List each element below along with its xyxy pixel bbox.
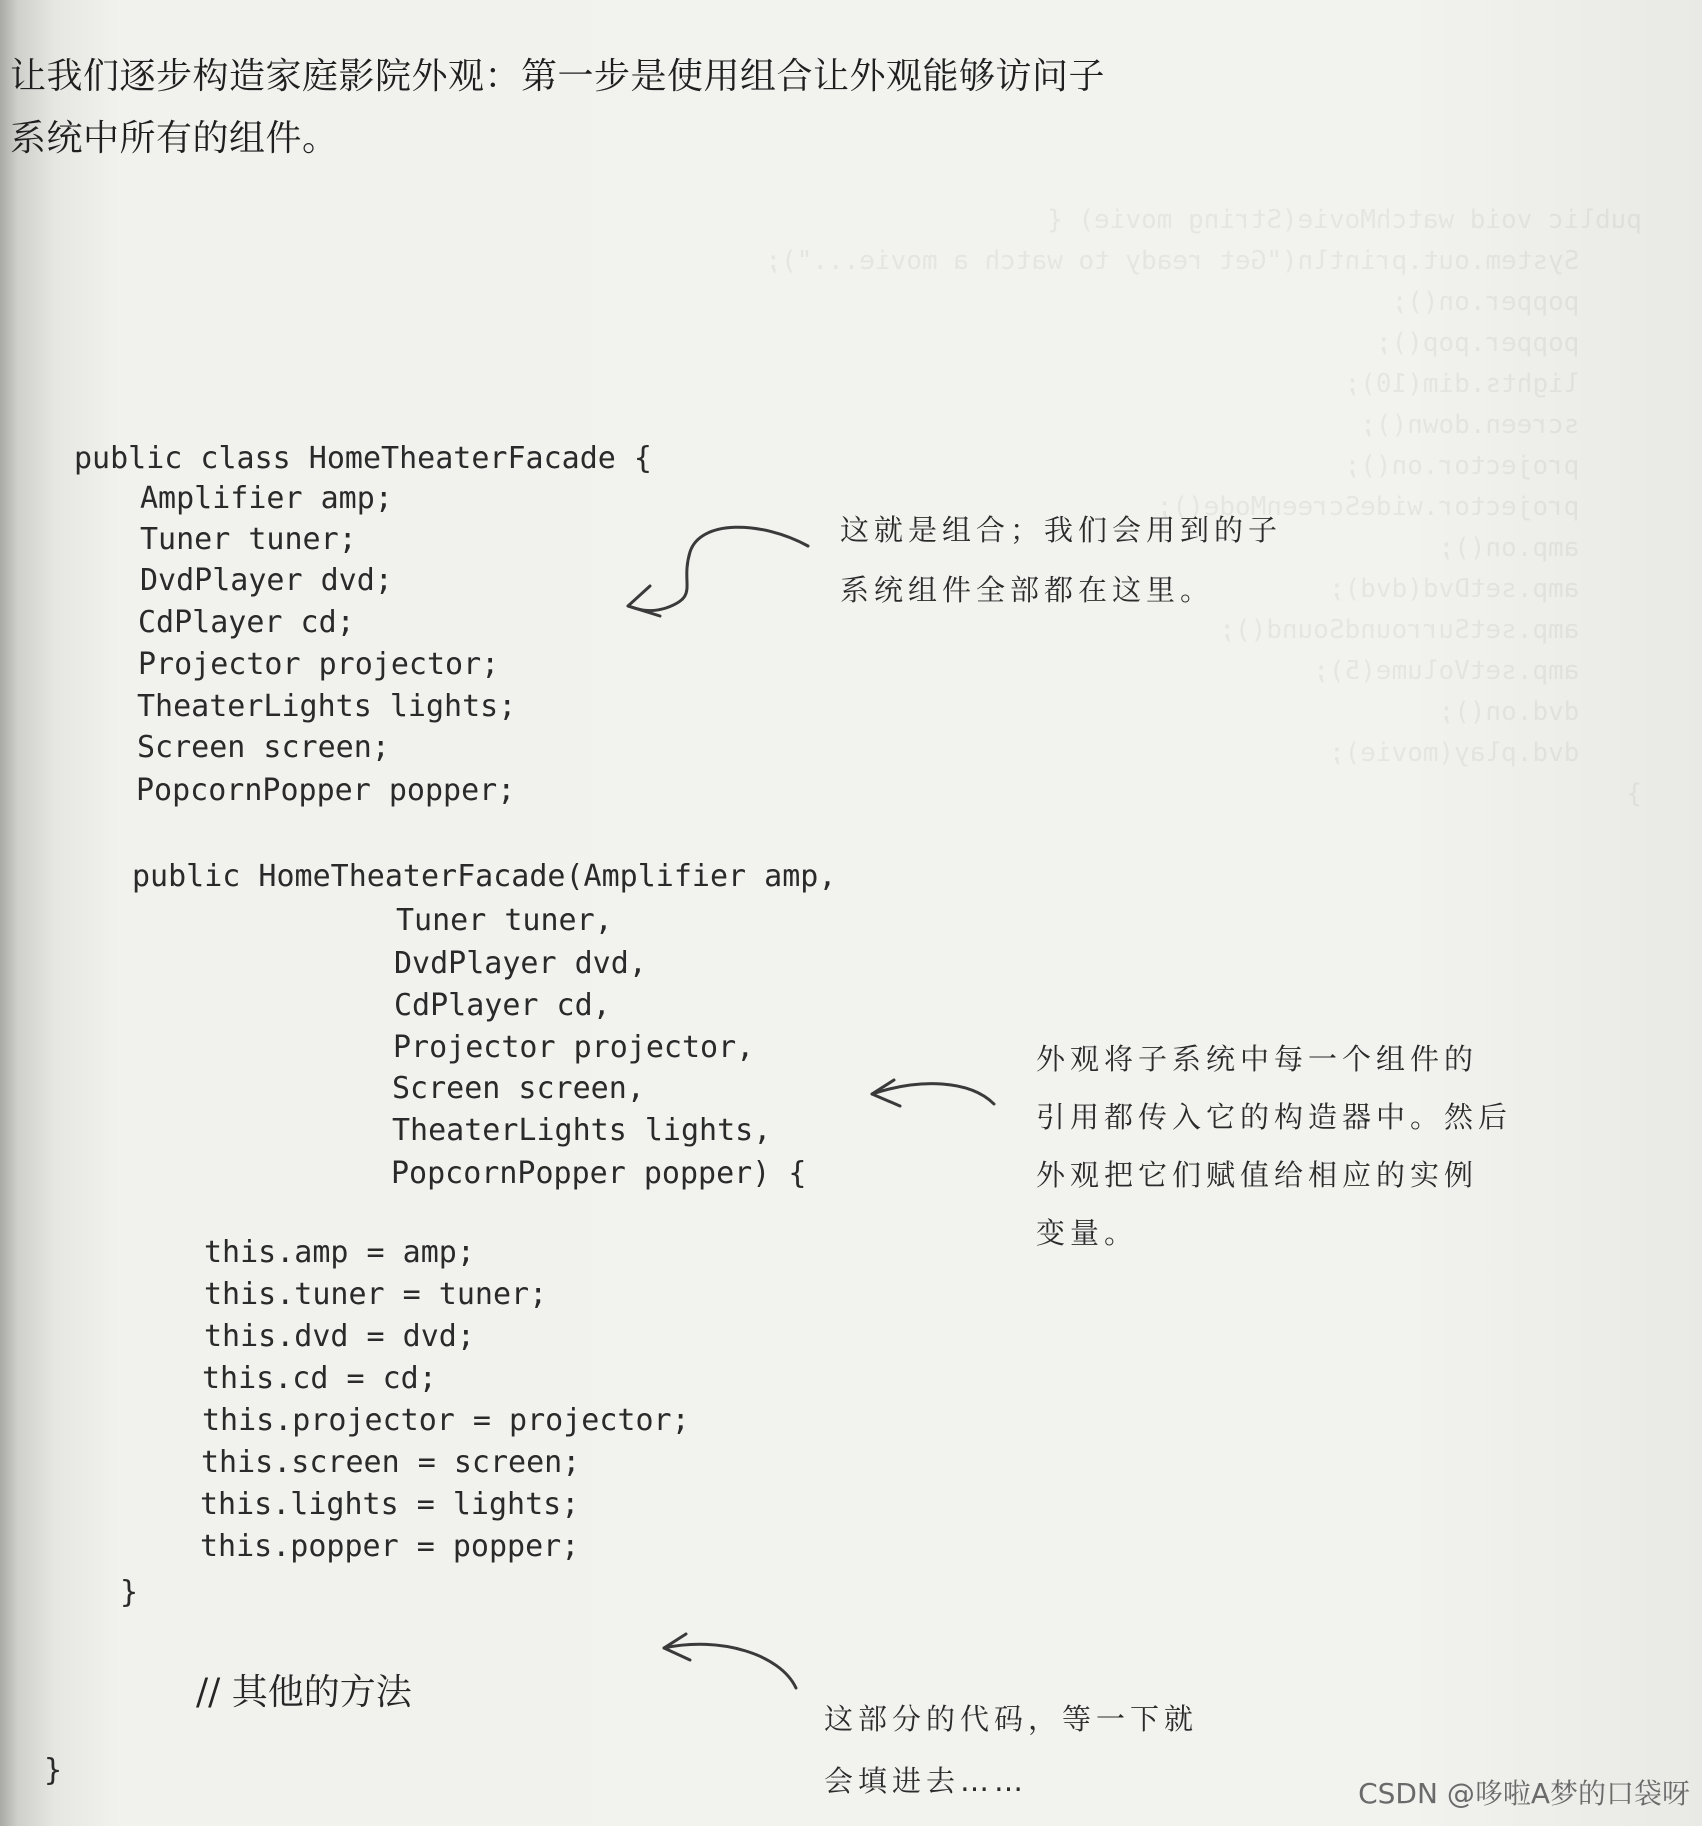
assignment-line: this.lights = lights; <box>200 1487 580 1522</box>
composition-arrow-icon <box>628 527 808 610</box>
field-line: DvdPlayer dvd; <box>140 563 393 598</box>
annotation-composition <box>840 500 1282 620</box>
annotation-line: 外观把它们赋值给相应的实例 <box>1036 1158 1479 1192</box>
annotation-line: 变量。 <box>1036 1216 1139 1250</box>
bleed-through-text: public void watchMovie(String movie) { System.out.println("Get ready to watch a movie..."); popper.on(); popper.pop(); lights.dim(10); screen.down(); projector.on(); projector.wideScreenMode(); amp.on(); amp.setDvd(dvd); amp.setSurroundSound(); amp.setVolume(5); dvd.on(); dvd.play(movie); } <box>765 205 1642 809</box>
constructor-param: Projector projector, <box>393 1030 755 1065</box>
assignment-line: this.dvd = dvd; <box>204 1319 475 1354</box>
assignment-line: this.tuner = tuner; <box>204 1277 548 1312</box>
annotation-line: 会填进去…… <box>824 1764 1029 1798</box>
assignment-line: this.cd = cd; <box>202 1361 437 1396</box>
annotation-line: 这部分的代码，等一下就 <box>824 1702 1199 1736</box>
field-line: Screen screen; <box>137 730 390 765</box>
assignment-line: this.amp = amp; <box>204 1235 475 1270</box>
csdn-watermark: CSDN @哆啦A梦的口袋呀 <box>1358 1777 1690 1810</box>
assignment-line: this.popper = popper; <box>200 1529 580 1564</box>
assignment-line: this.screen = screen; <box>201 1445 581 1480</box>
annotation-other-methods <box>824 1688 1198 1812</box>
constructor-param: DvdPlayer dvd, <box>394 946 647 981</box>
field-line: Tuner tuner; <box>140 522 357 557</box>
field-line: CdPlayer cd; <box>138 605 355 640</box>
constructor-declaration: public HomeTheaterFacade(Amplifier amp, <box>132 859 837 894</box>
field-line: TheaterLights lights; <box>137 689 517 724</box>
field-line: PopcornPopper popper; <box>136 773 516 808</box>
constructor-param: Tuner tuner, <box>396 903 613 938</box>
annotation-line: 系统组件全部都在这里。 <box>840 573 1215 607</box>
other-methods-arrow-icon <box>664 1644 796 1688</box>
constructor-param: Screen screen, <box>392 1071 645 1106</box>
constructor-param: PopcornPopper popper) { <box>391 1156 807 1191</box>
composition-arrowhead-icon <box>628 586 660 616</box>
other-methods-arrowhead-icon <box>664 1634 690 1660</box>
field-line: Amplifier amp; <box>140 481 393 516</box>
intro-paragraph <box>10 46 1210 170</box>
constructor-arrow-icon <box>872 1084 994 1104</box>
intro-line-2: 系统中所有的组件。 <box>10 118 339 159</box>
annotation-line: 引用都传入它的构造器中。然后 <box>1036 1100 1513 1134</box>
annotation-constructor <box>1036 1030 1512 1262</box>
constructor-param: CdPlayer cd, <box>394 988 611 1023</box>
other-methods-comment: // 其他的方法 <box>196 1672 412 1713</box>
annotation-line: 这就是组合；我们会用到的子 <box>840 513 1283 547</box>
annotation-line: 外观将子系统中每一个组件的 <box>1036 1042 1479 1076</box>
constructor-param: TheaterLights lights, <box>392 1113 772 1148</box>
class-declaration: public class HomeTheaterFacade { <box>74 441 652 476</box>
assignment-line: this.projector = projector; <box>202 1403 690 1438</box>
field-line: Projector projector; <box>138 647 500 682</box>
constructor-close-brace: } <box>120 1575 139 1610</box>
class-close-brace: } <box>44 1753 63 1788</box>
constructor-arrowhead-icon <box>872 1080 900 1106</box>
intro-line-1: 让我们逐步构造家庭影院外观：第一步是使用组合让外观能够访问子 <box>10 56 1106 97</box>
